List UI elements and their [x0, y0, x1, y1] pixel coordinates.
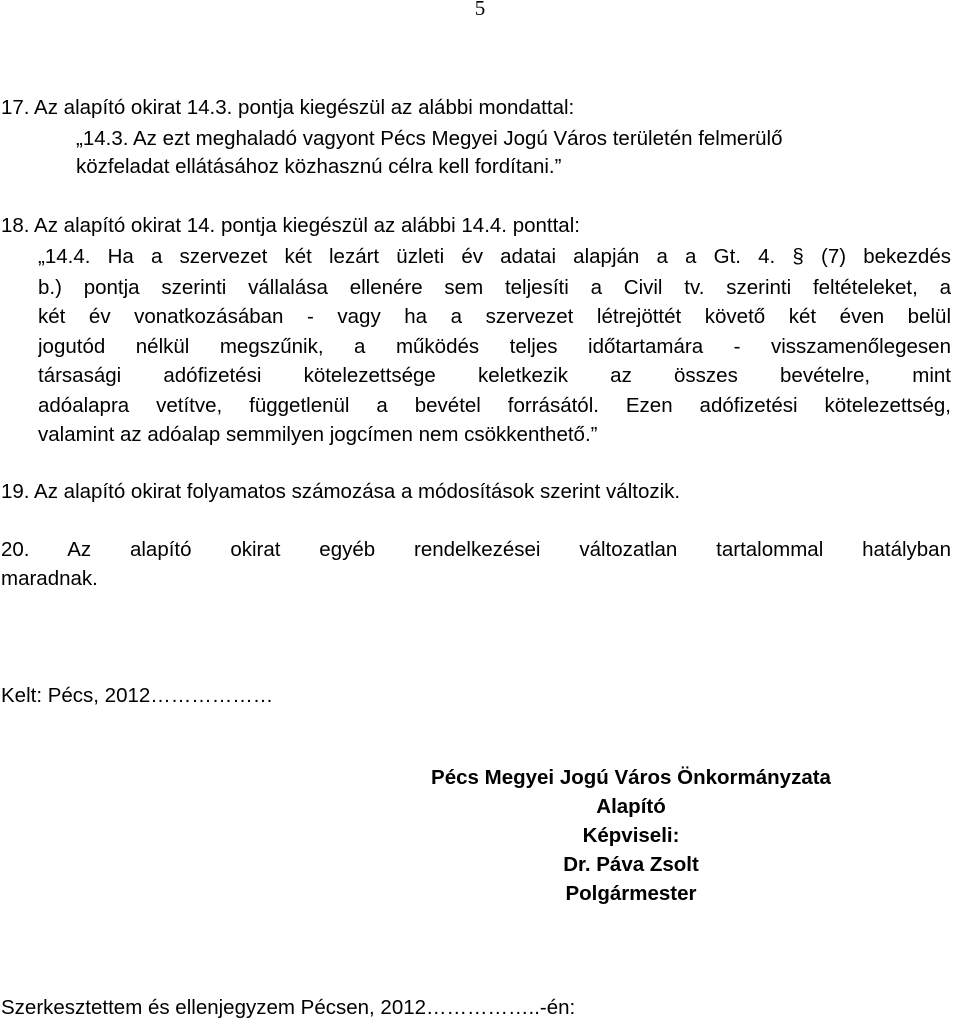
signature-role: Alapító: [596, 795, 666, 818]
item-18-quote-line5: társasági adófizetési kötelezettsége keletkezik az összes bevételre, mint: [38, 364, 951, 387]
item-18-quote-line1: „14.4. Ha a szervezet két lezárt üzleti év adatai alapján a a Gt. 4. § (7) bekezdés: [38, 245, 951, 268]
signature-represented-by: Képviseli:: [582, 824, 680, 847]
signature-title: Polgármester: [565, 882, 697, 905]
item-19: 19. Az alapító okirat folyamatos számozása a módosítások szerint változik.: [1, 480, 681, 503]
dated-line: Kelt: Pécs, 2012………………: [1, 684, 274, 707]
page-number: 5: [474, 0, 486, 20]
item-20-line1: 20. Az alapító okirat egyéb rendelkezései változatlan tartalommal hatályban: [1, 538, 951, 561]
item-17-quote-line1: „14.3. Az ezt meghaladó vagyont Pécs Megyei Jogú Város területén felmerülő: [76, 127, 783, 150]
item-18-quote-line2: b.) pontja szerinti vállalása ellenére sem teljesíti a Civil tv. szerinti feltételeket, a: [38, 276, 951, 299]
signature-name: Dr. Páva Zsolt: [563, 853, 699, 876]
item-17-intro: 17. Az alapító okirat 14.3. pontja kiegészül az alábbi mondattal:: [1, 96, 575, 119]
footer-countersign: Szerkesztettem és ellenjegyzem Pécsen, 2012……………..-én:: [1, 996, 576, 1019]
item-17-quote-line2: közfeladat ellátásához közhasznú célra kell fordítani.”: [76, 155, 562, 178]
item-18-quote-line3: két év vonatkozásában - vagy ha a szervezet létrejöttét követő két éven belül: [38, 305, 951, 328]
item-18-intro: 18. Az alapító okirat 14. pontja kiegészül az alábbi 14.4. ponttal:: [1, 214, 580, 237]
item-18-quote-line4: jogutód nélkül megszűnik, a működés teljes időtartamára - visszamenőlegesen: [38, 335, 951, 358]
item-20-line2: maradnak.: [1, 567, 98, 590]
item-18-quote-line6: adóalapra vetítve, függetlenül a bevétel forrásától. Ezen adófizetési kötelezettség,: [38, 394, 951, 417]
item-18-quote-line7: valamint az adóalap semmilyen jogcímen nem csökkenthető.”: [38, 423, 598, 446]
signature-org: Pécs Megyei Jogú Város Önkormányzata: [431, 766, 831, 789]
